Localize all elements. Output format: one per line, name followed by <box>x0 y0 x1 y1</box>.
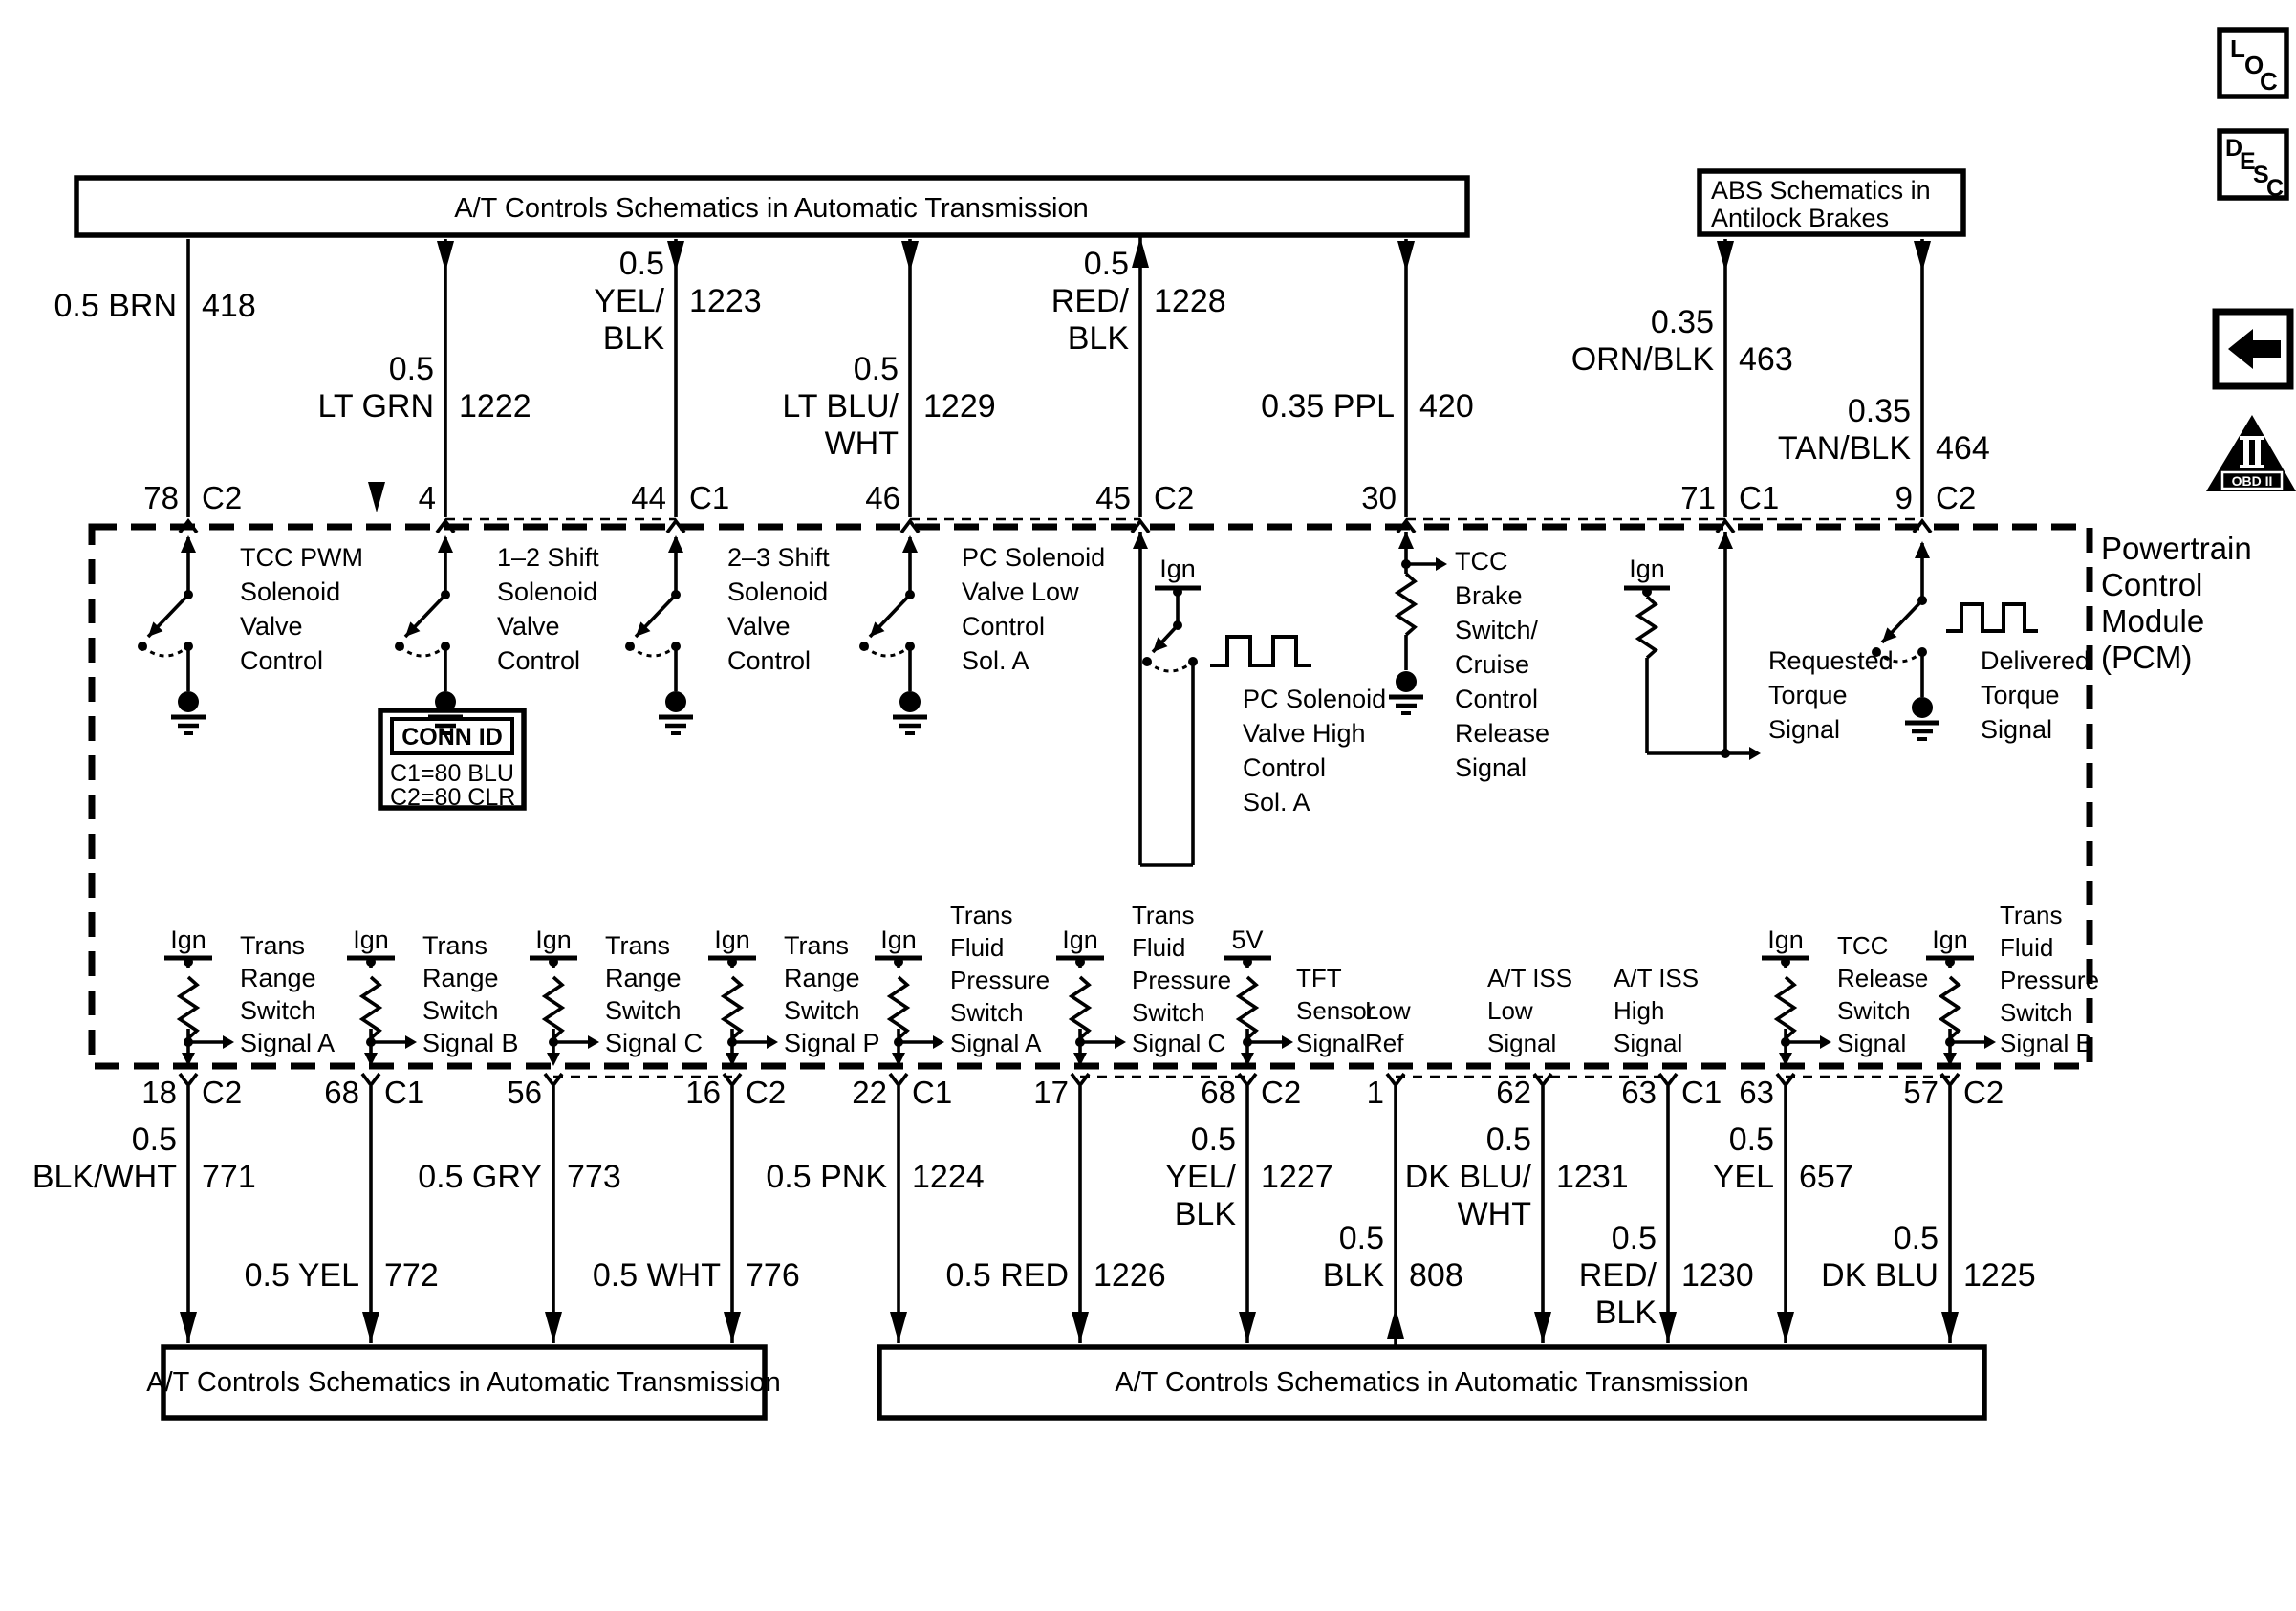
circuit-number: 773 <box>567 1159 621 1195</box>
reference-box-label: A/T Controls Schematics in Automatic Transmission <box>1115 1367 1749 1398</box>
pin-number: 46 <box>865 480 900 515</box>
pin-number: 16 <box>685 1075 721 1110</box>
signal-label: Release <box>1455 719 1550 748</box>
signal-label: Solenoid <box>497 577 598 606</box>
ign-label: Ign <box>1767 925 1804 954</box>
loc-icon[interactable] <box>2220 30 2286 97</box>
wire-color-label: BLK <box>1322 1257 1384 1294</box>
circuit-number: 1225 <box>1963 1257 2036 1294</box>
pcm-label-line: Powertrain <box>2101 531 2252 566</box>
signal-label: High <box>1614 996 1665 1025</box>
signal-label: Range <box>784 964 860 992</box>
signal-label: Switch <box>422 996 499 1025</box>
arrow <box>1132 237 1149 268</box>
pin-number: 68 <box>1201 1075 1236 1110</box>
circuit-number: 464 <box>1936 430 1990 467</box>
signal-label: Trans <box>1132 901 1195 929</box>
wire-color-label: RED/ <box>1051 283 1129 319</box>
signal-label: Low <box>1487 996 1533 1025</box>
wire-color-label: 0.5 <box>1611 1220 1657 1256</box>
arrow <box>1387 1308 1404 1339</box>
bottom-left-reference-box[interactable] <box>146 1347 781 1418</box>
signal-label: Control <box>962 612 1046 641</box>
connector-id: C2 <box>746 1075 787 1110</box>
connector-pin <box>667 521 684 533</box>
arrow <box>1239 1312 1256 1342</box>
signal-label: Sol. A <box>962 646 1029 675</box>
ground-icon <box>1389 671 1423 713</box>
signal-label: Range <box>422 964 499 992</box>
solenoid-driver-symbol <box>138 535 206 733</box>
desc-letter: C <box>2266 175 2285 202</box>
signal-label: Solenoid <box>240 577 341 606</box>
arrow <box>1398 532 1414 549</box>
signal-label: Signal B <box>422 1029 519 1057</box>
signal-label: Signal C <box>605 1029 704 1057</box>
signal-label: Signal C <box>1132 1029 1226 1057</box>
wire-color-label: 0.5 <box>131 1121 177 1158</box>
pin-number: 17 <box>1033 1075 1069 1110</box>
signal-label: Signal B <box>2000 1029 2092 1057</box>
signal-label: Sensor <box>1296 996 1375 1025</box>
wire-color-label: BLK <box>1067 320 1129 357</box>
signal-label: Fluid <box>1132 933 1186 962</box>
connector-id: C2 <box>1963 1075 2004 1110</box>
signal-label: A/T ISS <box>1487 964 1573 992</box>
signal-label: Solenoid <box>727 577 829 606</box>
pcm-label-line: (PCM) <box>2101 640 2193 675</box>
arrow <box>545 1312 562 1342</box>
wire-color-label: RED/ <box>1578 1257 1657 1294</box>
wire-color-label: BLK/WHT <box>32 1159 177 1195</box>
wire-color-label: 0.5 <box>1485 1121 1531 1158</box>
conn-id-row: C1=80 BLU <box>390 760 514 787</box>
signal-label: Valve <box>727 612 791 641</box>
ign-label: Ign <box>535 925 572 954</box>
signal-label: PC Solenoid <box>1243 685 1387 713</box>
signal-label: Signal P <box>784 1029 880 1057</box>
bottom-circuit-at-iss-high <box>1579 964 1754 1343</box>
wire-color-label: BLK <box>1174 1196 1236 1232</box>
circuit-number: 1223 <box>689 283 762 319</box>
arrow <box>1718 532 1733 549</box>
ign-label: Ign <box>1629 555 1665 583</box>
ign-resistor-symbol <box>1926 957 1996 1066</box>
wire-color-label: DK BLU <box>1821 1257 1939 1294</box>
arrow <box>180 1312 197 1342</box>
signal-label: Trans <box>2000 901 2063 929</box>
connector-pin <box>890 1074 907 1085</box>
desc-letter: D <box>2225 135 2243 162</box>
wire-color-label: 0.5 GRY <box>418 1159 542 1195</box>
pcm-label <box>2101 531 2252 675</box>
wire-color-label: 0.5 <box>1083 246 1129 282</box>
wire-color-label: WHT <box>824 425 899 462</box>
arrow <box>1397 241 1415 272</box>
connector-id: C1 <box>689 480 730 515</box>
circuit-number: 1227 <box>1261 1159 1333 1195</box>
pin-number: 63 <box>1621 1075 1657 1110</box>
signal-label: 1–2 Shift <box>497 543 599 572</box>
ign-resistor-symbol <box>347 957 417 1066</box>
circuit-number: 776 <box>746 1257 800 1294</box>
connector-id: C2 <box>202 480 243 515</box>
pin-number: 18 <box>141 1075 177 1110</box>
wire-color-label: 0.5 BRN <box>54 288 177 324</box>
pin-number: 62 <box>1496 1075 1531 1110</box>
signal-label: Cruise <box>1455 650 1530 679</box>
connector-pin <box>1132 521 1149 533</box>
signal-label: Signal <box>1487 1029 1557 1057</box>
ign-label: Ign <box>714 925 750 954</box>
signal-label: Delivered <box>1981 646 2090 675</box>
reference-box-label: A/T Controls Schematics in Automatic Transmission <box>146 1367 781 1398</box>
top-circuit-tcc-pwm <box>54 239 386 733</box>
signal-label: Trans <box>422 931 488 960</box>
signal-label: Control <box>727 646 812 675</box>
signal-label: Valve <box>240 612 303 641</box>
circuit-number: 1228 <box>1154 283 1226 319</box>
abs-reference-box[interactable] <box>1700 171 1963 234</box>
circuit-number: 1222 <box>459 388 531 425</box>
loc-letter: L <box>2230 34 2245 63</box>
signal-label: Control <box>1455 685 1539 713</box>
arrow <box>1133 532 1148 549</box>
wire-color-label: 0.35 <box>1650 304 1714 340</box>
top-circuit-12-shift <box>317 239 599 733</box>
connector-id: C1 <box>384 1075 425 1110</box>
wire-color-label: BLK <box>602 320 664 357</box>
pin-number: 68 <box>324 1075 359 1110</box>
signal-label: Control <box>497 646 581 675</box>
signal-label: TCC <box>1455 547 1508 576</box>
signal-label: TCC <box>1837 931 1889 960</box>
arrow <box>890 1312 907 1342</box>
connector-pin <box>1659 1074 1677 1085</box>
pcm-label-line: Module <box>2101 603 2205 639</box>
circuit-number: 1226 <box>1094 1257 1166 1294</box>
pin-number: 45 <box>1095 480 1131 515</box>
signal-label: TCC PWM <box>240 543 363 572</box>
desc-letter: S <box>2253 162 2269 188</box>
arrow <box>901 241 919 272</box>
pcm-label-line: Control <box>2101 567 2203 602</box>
wire-color-label: 0.5 <box>1893 1220 1939 1256</box>
signal-label: Pressure <box>2000 966 2100 994</box>
obd2-label: OBD II <box>2231 473 2273 489</box>
wire-color-label: 0.5 <box>1338 1220 1384 1256</box>
connector-pin <box>1717 521 1734 533</box>
signal-label: Trans <box>784 931 850 960</box>
wire-color-label: 0.5 YEL <box>244 1257 359 1294</box>
pin-number: 63 <box>1739 1075 1774 1110</box>
arrow <box>368 482 385 512</box>
arrow <box>724 1312 741 1342</box>
arrow <box>362 1312 379 1342</box>
signal-label: Signal <box>1296 1029 1366 1057</box>
wire-color-label: YEL <box>1712 1159 1774 1195</box>
bottom-right-reference-box[interactable] <box>879 1347 1984 1418</box>
connector-id: C2 <box>1261 1075 1302 1110</box>
circuit-number: 1231 <box>1556 1159 1629 1195</box>
circuit-number: 463 <box>1739 341 1793 378</box>
five-volt-label: 5V <box>1231 925 1264 954</box>
signal-label: Valve <box>497 612 560 641</box>
arrow <box>1777 1312 1794 1342</box>
arrow <box>1914 241 1931 272</box>
ign-label: Ign <box>170 925 206 954</box>
wire-color-label: WHT <box>1457 1196 1531 1232</box>
conn-id-row: C2=80 CLR <box>390 784 516 811</box>
wire-color-label: 0.5 <box>618 246 664 282</box>
signal-label: Requested <box>1768 646 1894 675</box>
wire-color-label: 0.5 <box>1190 1121 1236 1158</box>
wire-color-label: BLK <box>1594 1295 1657 1331</box>
signal-label: A/T ISS <box>1614 964 1700 992</box>
signal-label: Valve High <box>1243 719 1366 748</box>
wire-color-label: 0.5 WHT <box>592 1257 721 1294</box>
ign-resistor-symbol <box>875 957 944 1066</box>
wire-color-label: 0.5 <box>853 351 899 387</box>
solenoid-driver-symbol <box>395 535 463 733</box>
arrow <box>1659 1312 1677 1342</box>
ign-resistor-symbol <box>1762 957 1831 1066</box>
arrow <box>1072 1312 1089 1342</box>
solenoid-driver-symbol <box>625 535 693 733</box>
wire-color-label: LT BLU/ <box>782 388 899 425</box>
pin-number: 71 <box>1680 480 1716 515</box>
arrow <box>1717 241 1734 272</box>
connector-pin <box>1239 1074 1256 1085</box>
back-arrow-icon[interactable] <box>2216 312 2290 386</box>
ign-label: Ign <box>1159 555 1196 583</box>
top-reference-box[interactable] <box>76 178 1467 235</box>
arrow <box>667 241 684 272</box>
signal-label: Valve Low <box>962 577 1079 606</box>
signal-label: Pressure <box>1132 966 1232 994</box>
resistor <box>1638 597 1656 658</box>
circuit-number: 808 <box>1409 1257 1463 1294</box>
ign-label: Ign <box>1932 925 1968 954</box>
obd2-icon[interactable] <box>2206 415 2296 491</box>
ign-resistor-symbol <box>1056 957 1126 1066</box>
reference-box-label: Antilock Brakes <box>1711 204 1890 232</box>
resistor <box>1397 574 1415 635</box>
connector-id: C1 <box>912 1075 953 1110</box>
wire-color-label: LT GRN <box>317 388 434 425</box>
connector-id: C2 <box>202 1075 243 1110</box>
connector-id: C1 <box>1739 480 1780 515</box>
circuit-number: 771 <box>202 1159 256 1195</box>
arrow <box>1941 1312 1959 1342</box>
signal-label: Sol. A <box>1243 788 1310 816</box>
wire-color-label: TAN/BLK <box>1777 430 1911 467</box>
signal-label: Switch <box>1837 996 1911 1025</box>
arrow <box>437 241 454 272</box>
wire-color-label: ORN/BLK <box>1570 341 1714 378</box>
circuit-number: 772 <box>384 1257 439 1294</box>
signal-label: Trans <box>240 931 306 960</box>
signal-label: Fluid <box>2000 933 2054 962</box>
signal-label: Signal A <box>950 1029 1042 1057</box>
circuit-number: 1224 <box>912 1159 985 1195</box>
pin-number: 22 <box>852 1075 887 1110</box>
circuit-number: 657 <box>1799 1159 1853 1195</box>
desc-icon[interactable] <box>2220 131 2286 202</box>
wire-color-label: YEL/ <box>1165 1159 1236 1195</box>
ign-label: Ign <box>1062 925 1098 954</box>
signal-label: Release <box>1837 964 1929 992</box>
circuit-number: 1230 <box>1681 1257 1754 1294</box>
signal-label: PC Solenoid <box>962 543 1106 572</box>
connector-pin <box>362 1074 379 1085</box>
loc-letter: C <box>2260 67 2278 96</box>
pin-number: 57 <box>1903 1075 1939 1110</box>
signal-label: Range <box>240 964 316 992</box>
pwm-wave-icon <box>1210 637 1311 665</box>
reference-box-label: ABS Schematics in <box>1711 176 1931 205</box>
signal-label: Signal <box>1455 753 1527 782</box>
signal-label: 2–3 Shift <box>727 543 830 572</box>
signal-label: Brake <box>1455 581 1523 610</box>
wire-color-label: 0.35 <box>1847 393 1911 429</box>
wire-color-label: 0.35 PPL <box>1261 388 1395 425</box>
pin-number: 1 <box>1366 1075 1384 1110</box>
signal-label: Switch <box>1132 998 1205 1027</box>
connector-id: C2 <box>1154 480 1195 515</box>
signal-label: Pressure <box>950 966 1051 994</box>
connector-pin <box>901 521 919 533</box>
signal-label: Control <box>240 646 324 675</box>
signal-label: Range <box>605 964 682 992</box>
connector-id: C2 <box>1936 480 1977 515</box>
ign-resistor-symbol <box>530 957 599 1066</box>
wire-color-label: 0.5 <box>1728 1121 1774 1158</box>
circuit-number: 1229 <box>923 388 996 425</box>
signal-label: Low <box>1365 996 1411 1025</box>
loc-letter: O <box>2244 51 2264 79</box>
signal-label: Switch <box>950 998 1024 1027</box>
signal-label: Control <box>1243 753 1327 782</box>
wire-color-label: 0.5 RED <box>945 1257 1069 1294</box>
signal-label: Trans <box>950 901 1013 929</box>
signal-label: Fluid <box>950 933 1005 962</box>
pin-number: 56 <box>507 1075 542 1110</box>
wire-color-label: 0.5 <box>388 351 434 387</box>
reference-box-label: A/T Controls Schematics in Automatic Transmission <box>454 193 1089 224</box>
signal-label: Signal <box>1614 1029 1683 1057</box>
signal-label: Torque <box>1981 681 2060 709</box>
wire-color-label: DK BLU/ <box>1404 1159 1531 1195</box>
pin-number: 9 <box>1895 480 1913 515</box>
solenoid-driver-symbol <box>1872 541 1939 739</box>
signal-label: Ref <box>1365 1029 1404 1057</box>
signal-label: Signal <box>1768 715 1841 744</box>
circuit-number: 420 <box>1419 388 1474 425</box>
connector-pin <box>180 1074 197 1085</box>
desc-letter: E <box>2240 148 2256 175</box>
signal-label: Switch <box>605 996 682 1025</box>
signal-label: TFT <box>1296 964 1342 992</box>
conn-id-title: CONN ID <box>401 724 503 751</box>
ign-resistor-symbol <box>164 957 234 1066</box>
arrow <box>1534 1312 1551 1342</box>
signal-label: Switch <box>240 996 316 1025</box>
signal-label: Trans <box>605 931 671 960</box>
signal-label: Signal A <box>240 1029 336 1057</box>
signal-label: Signal <box>1837 1029 1907 1057</box>
pwm-wave-icon <box>1946 604 2038 631</box>
solenoid-driver-symbol <box>859 535 927 733</box>
pin-number: 44 <box>631 480 666 515</box>
ign-resistor-symbol <box>708 957 778 1066</box>
wire-color-label: 0.5 PNK <box>766 1159 887 1195</box>
pin-number: 30 <box>1361 480 1397 515</box>
ign-label: Ign <box>880 925 917 954</box>
wire-color-label: YEL/ <box>594 283 664 319</box>
top-circuit-requested-torque <box>1571 239 1894 760</box>
connector-id: C1 <box>1681 1075 1722 1110</box>
top-circuit-23-shift <box>594 239 830 733</box>
signal-label: Switch <box>784 996 860 1025</box>
pin-number: 78 <box>143 480 179 515</box>
ign-resistor-symbol <box>1224 957 1293 1066</box>
signal-label: Switch <box>2000 998 2073 1027</box>
signal-label: Switch/ <box>1455 616 1539 644</box>
circuit-number: 418 <box>202 288 256 324</box>
signal-label: Signal <box>1981 715 2053 744</box>
connector-pin <box>1914 521 1931 533</box>
pin-number: 4 <box>418 480 436 515</box>
ign-label: Ign <box>353 925 389 954</box>
signal-label: Torque <box>1768 681 1848 709</box>
